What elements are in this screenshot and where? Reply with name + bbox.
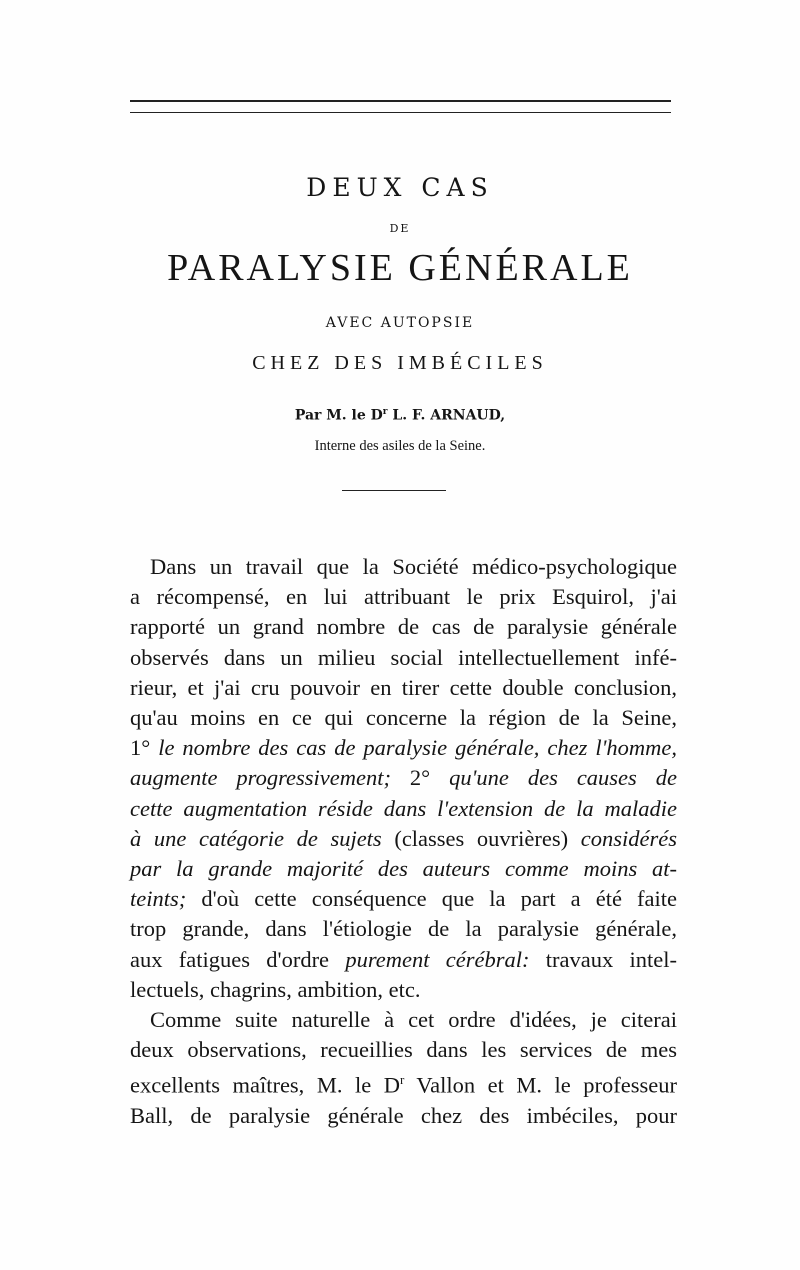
author-prefix: Par M. le D [294,407,383,424]
body-italic: par la grande majorité des auteurs comme moins at- [130,856,677,882]
body-span: 1° [130,735,159,761]
body-span: travaux intel- [529,946,677,972]
body-line: observés dans un milieu social intellectuellement infé- [130,644,677,670]
body-line: rapporté un grand nombre de cas de paralysie générale [130,614,677,640]
body-italic: teints; [130,886,187,912]
body-span: d'où cette conséquence que la part a été faite [186,886,677,912]
body-italic: augmente progressivement; [130,765,391,791]
top-double-rule-upper [130,100,671,102]
body-line: rieur, et j'ai cru pouvoir en tirer cette double conclusion, [130,674,677,700]
author-affiliation: Interne des asiles de la Seine. [314,438,486,454]
body-line: lectuels, chagrins, ambition, etc. [130,976,421,1002]
title-line-2: DE [389,222,411,235]
body-italic: qu'une des causes de [449,765,677,791]
body-span: excellents maîtres, M. le D [130,1072,400,1098]
body-sup: r [399,1072,405,1088]
section-divider [342,490,446,491]
body-span: aux fatigues d'ordre [130,946,346,972]
body-italic: considérés [580,825,677,851]
body-line [130,824,677,854]
body-line: qu'au moins en ce qui concerne la région de la Seine, [130,705,677,731]
body-italic: le nombre des cas de paralysie générale, chez l'homme, [158,735,677,761]
author-name: L. F. ARNAUD, [387,407,506,424]
body-text [130,552,677,1131]
body-line: trop grande, dans l'étiologie de la paralysie générale, [130,916,677,942]
main-title: PARALYSIE GÉNÉRALE [167,247,633,289]
body-line [130,854,677,884]
body-line [130,733,677,763]
body-line: Dans un travail que la Société médico-psychologique [150,554,677,579]
top-double-rule-lower [130,112,671,113]
body-span: Vallon et M. le professeur [404,1072,677,1098]
body-line [130,884,677,914]
body-italic: à une catégorie de sujets [130,825,382,851]
body-line [130,763,677,793]
title-line-1: DEUX CAS [306,173,494,202]
body-line: Ball, de paralysie générale chez des imbéciles, pour [130,1103,677,1129]
author-sup: r [382,407,388,417]
body-line [130,1065,677,1101]
body-italic: purement cérébral: [345,946,530,972]
body-span: 2° [390,765,450,791]
body-line [130,794,677,824]
body-line [130,945,677,975]
subtitle-imbeciles: CHEZ DES IMBÉCILES [252,352,548,374]
body-line: Comme suite naturelle à cet ordre d'idées, je citerai [150,1007,677,1033]
subtitle-autopsy: AVEC AUTOPSIE [325,315,475,331]
body-italic: cette augmentation réside dans l'extension de la maladie [130,795,677,821]
body-span: (classes ouvrières) [381,825,581,851]
body-line: deux observations, recueillies dans les services de mes [130,1037,677,1063]
author-line [0,407,800,424]
body-line: a récompensé, en lui attribuant le prix Esquirol, j'ai [130,584,677,610]
